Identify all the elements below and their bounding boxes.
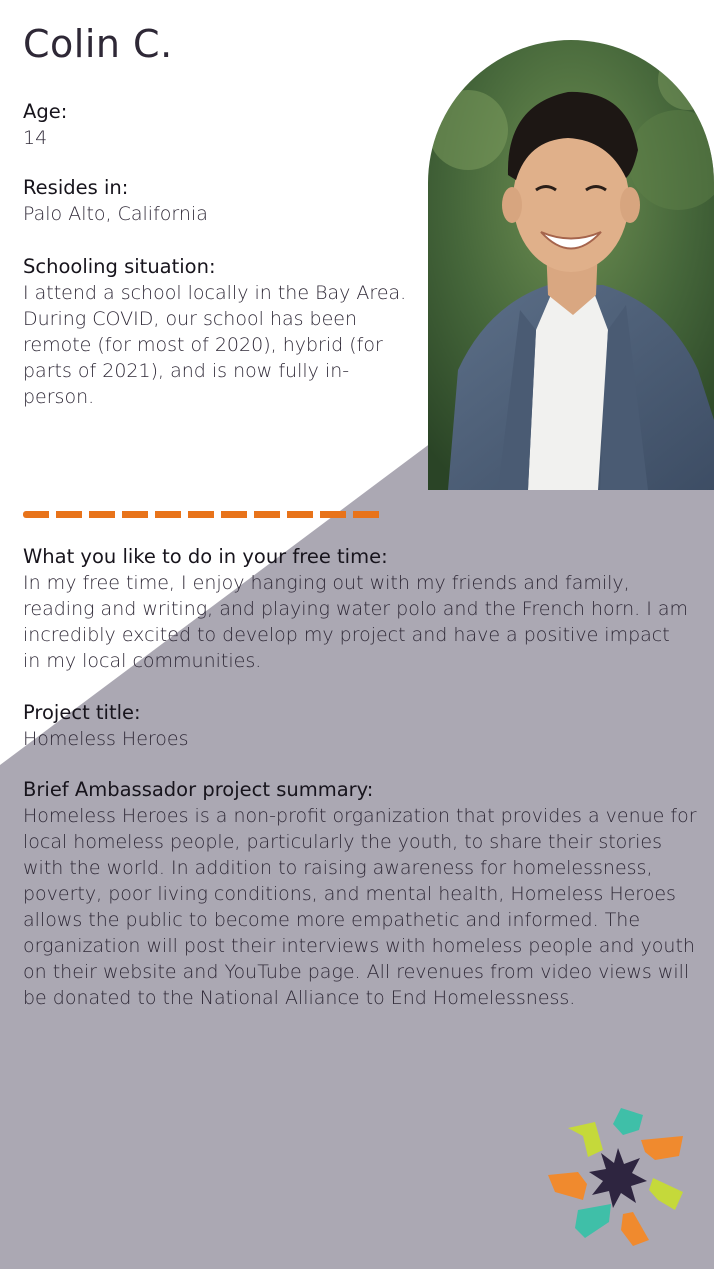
logo-blade-lime-right-icon (649, 1178, 683, 1210)
free-time-value: In my free time, I enjoy hanging out with my friends and family, reading and writing, and playing water polo and the French horn. I am incredibly excited to develop my project and have a positive impact in my local communities. (23, 572, 689, 672)
logo-blade-teal-bottom-icon (575, 1204, 611, 1238)
dashed-divider-icon (23, 511, 383, 518)
free-time-label: What you like to do in your free time: (23, 545, 388, 568)
schooling-section (23, 253, 408, 410)
logo-blade-orange-right-icon (641, 1136, 683, 1160)
residence-label: Resides in: (23, 176, 129, 199)
age-label: Age: (23, 100, 68, 123)
free-time-section (23, 543, 693, 674)
summary-section (23, 776, 703, 1011)
residence-section (23, 174, 403, 227)
age-section (23, 98, 403, 151)
summary-value: Homeless Heroes is a non-profit organization that provides a venue for local homeless people, particularly the youth, to share their stories with the world. In addition to raising awareness for homelessness, poverty, poor living conditions, and mental health, Homeless Heroes allows the public to become more empathetic and informed. The organization will post their interviews with homeless people and youth on their website and YouTube page. All revenues from video views will be donated to the National Alliance to End Homelessness. (23, 805, 697, 1009)
summary-label: Brief Ambassador project summary: (23, 778, 374, 801)
age-value: 14 (23, 127, 48, 149)
residence-value: Palo Alto, California (23, 203, 208, 225)
profile-name: Colin C. (23, 22, 173, 66)
schooling-value: I attend a school locally in the Bay Area. During COVID, our school has been remote (for most of 2020), hybrid (for parts of 2021), and is now fully in-person. (23, 282, 407, 408)
schooling-label: Schooling situation: (23, 255, 216, 278)
logo-blade-orange-bottom-icon (621, 1212, 649, 1246)
project-title-value: Homeless Heroes (23, 728, 189, 750)
logo-blade-teal-top-icon (613, 1108, 643, 1135)
pinwheel-star-logo-icon (543, 1100, 693, 1250)
project-title-label: Project title: (23, 701, 141, 724)
logo-star-icon (589, 1148, 647, 1208)
logo-blade-orange-left-icon (548, 1172, 587, 1200)
logo-blade-lime-top-icon (568, 1122, 603, 1157)
project-title-section (23, 699, 693, 752)
